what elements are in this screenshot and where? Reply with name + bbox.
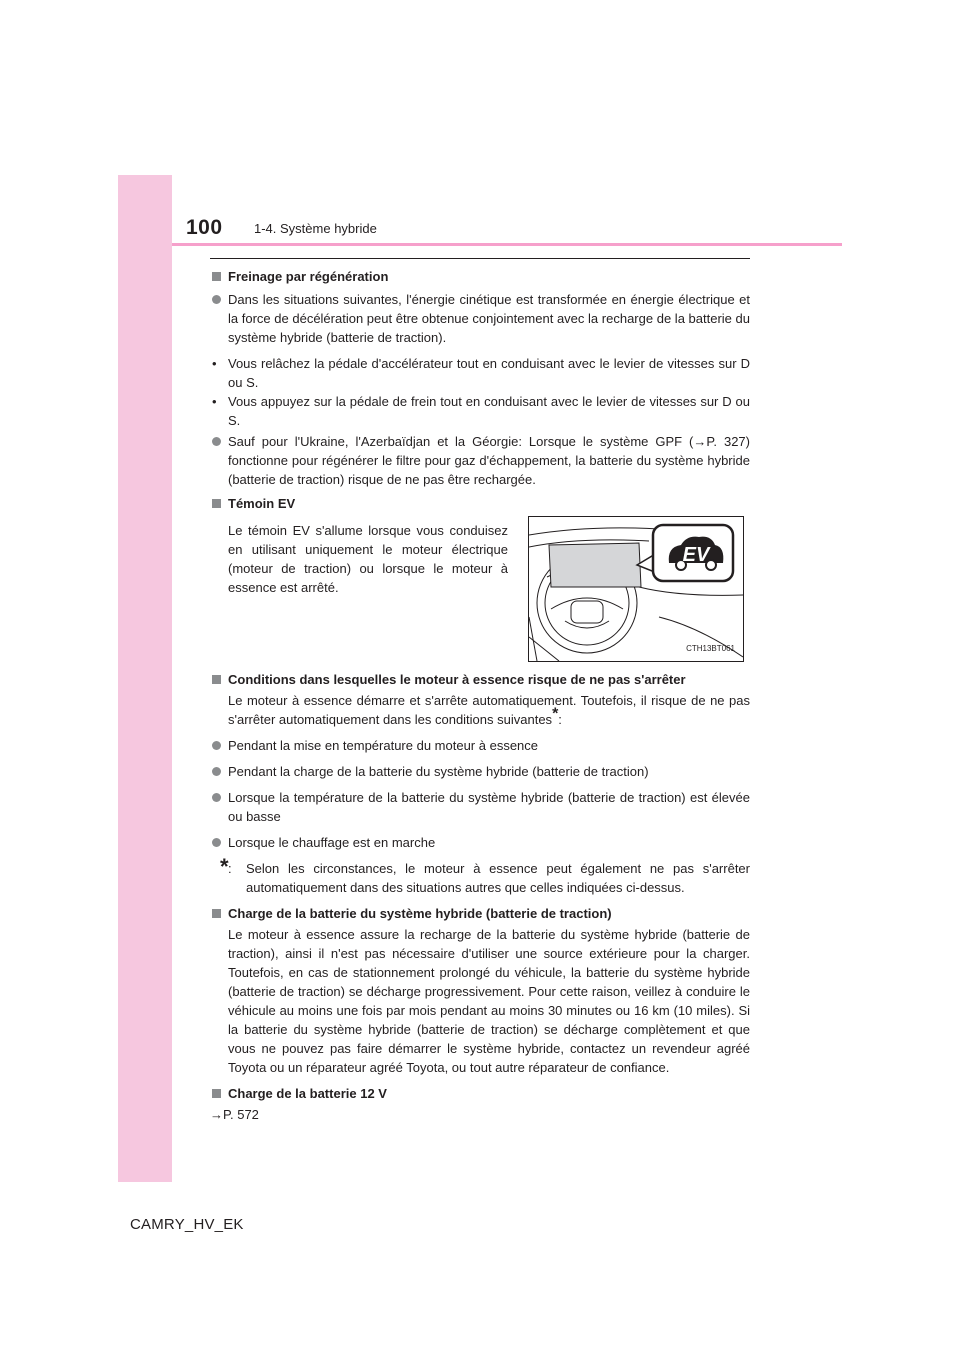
bullet-item	[210, 736, 750, 755]
bullet-item	[210, 432, 750, 489]
bullet-text: Sauf pour l'Ukraine, l'Azerbaïdjan et la Géorgie: Lorsque le système GPF (→P. 327) fonctionne pour régénérer le filtre pour gaz d'échappement, la batterie du système hybride (batterie de traction) risque de ne pas être rechargée.	[228, 434, 750, 487]
bullet-text: Lorsque le chauffage est en marche	[228, 835, 436, 850]
ev-description: Le témoin EV s'allume lorsque vous conduisez en utilisant uniquement le moteur électrique (moteur de traction) ou lorsque le moteur à essence est arrêté.	[228, 523, 508, 595]
section-heading-text: Charge de la batterie du système hybride (batterie de traction)	[228, 906, 612, 921]
footer-model-code: CAMRY_HV_EK	[130, 1216, 244, 1233]
chapter-tab-sidebar	[118, 175, 172, 1182]
bullet-item	[210, 833, 750, 852]
ev-label: EV	[682, 544, 710, 566]
ev-indicator-figure	[528, 516, 744, 662]
circle-bullet-icon	[212, 767, 221, 776]
section-rule	[210, 258, 750, 259]
circle-bullet-icon	[212, 437, 221, 446]
sub-bullet-text: Vous appuyez sur la pédale de frein tout en conduisant avec le levier de vitesses sur D ou S.	[228, 394, 750, 428]
sub-bullet-item	[210, 354, 750, 392]
section-heading-regen	[210, 267, 750, 286]
footnote	[220, 854, 750, 897]
section-heading-conditions	[210, 670, 750, 689]
sub-bullet-text: Vous relâchez la pédale d'accélérateur tout en conduisant avec le levier de vitesses sur D ou S.	[228, 356, 750, 390]
bullet-item	[210, 788, 750, 826]
page-reference-link[interactable]: →P. 572	[210, 1107, 259, 1122]
asterisk-mark: *	[552, 705, 559, 723]
section-heading-ev	[210, 494, 750, 513]
square-bullet-icon	[212, 499, 221, 508]
square-bullet-icon	[212, 675, 221, 684]
small-dot-icon: •	[212, 394, 217, 409]
bullet-text: Dans les situations suivantes, l'énergie cinétique est transformée en énergie électrique et la force de décélération peut être obtenue conjointement avec la recharge de la batterie du système hybride (batterie de traction).	[228, 292, 750, 345]
header-rule	[172, 243, 842, 246]
square-bullet-icon	[212, 909, 221, 918]
page-number: 100	[186, 216, 223, 239]
sub-bullet-item	[210, 392, 750, 430]
footnote-text: Selon les circonstances, le moteur à essence peut également ne pas s'arrêter automatiquement dans des situations autres que celles indiquées ci-dessus.	[246, 861, 750, 895]
asterisk-mark: *	[220, 854, 229, 879]
page-content	[210, 267, 750, 1124]
circle-bullet-icon	[212, 741, 221, 750]
charge-paragraph: Le moteur à essence assure la recharge de la batterie du système hybride (batterie de traction), ainsi il n'est pas nécessaire d'utiliser une source extérieure pour la charger. Toutefois, en cas de stationnement prolongé du véhicule, la batterie du système hybride (batterie de traction) se décharge progressivement. Pour cette raison, veillez à conduire le véhicule au moins une fois par mois pendant au moins 30 minutes ou 16 km (10 miles). Si la batterie du système hybride (batterie de traction) se décharge complètement et que vous ne pouvez pas faire démarrer le système hybride, contactez un revendeur agréé Toyota ou un réparateur agréé Toyota, ou tout autre réparateur de confiance.	[228, 927, 750, 1075]
intro-colon: :	[558, 712, 562, 727]
circle-bullet-icon	[212, 295, 221, 304]
square-bullet-icon	[212, 272, 221, 281]
chapter-title: 1-4. Système hybride	[254, 221, 377, 236]
section-heading-charge	[210, 904, 750, 923]
section-heading-12v	[210, 1084, 750, 1103]
bullet-text: Pendant la charge de la batterie du système hybride (batterie de traction)	[228, 764, 649, 779]
section-heading-text: Témoin EV	[228, 496, 296, 511]
bullet-text: Pendant la mise en température du moteur à essence	[228, 738, 539, 753]
intro-text: Le moteur à essence démarre et s'arrête automatiquement. Toutefois, il risque de ne pas s'arrêter automatiquement dans les conditions suivantes	[228, 693, 750, 727]
conditions-intro	[228, 691, 750, 729]
figure-code: CTH13BT061	[686, 644, 735, 653]
bullet-item	[210, 290, 750, 347]
section-heading-text: Freinage par régénération	[228, 269, 389, 284]
section-heading-text: Charge de la batterie 12 V	[228, 1086, 387, 1101]
square-bullet-icon	[212, 1089, 221, 1098]
ev-indicator-block	[210, 516, 750, 666]
circle-bullet-icon	[212, 838, 221, 847]
footnote-colon: :	[228, 861, 232, 876]
section-heading-text: Conditions dans lesquelles le moteur à essence risque de ne pas s'arrêter	[228, 672, 686, 687]
bullet-text: Lorsque la température de la batterie du système hybride (batterie de traction) est élevée ou basse	[228, 790, 750, 824]
bullet-item	[210, 762, 750, 781]
small-dot-icon: •	[212, 356, 217, 371]
circle-bullet-icon	[212, 793, 221, 802]
